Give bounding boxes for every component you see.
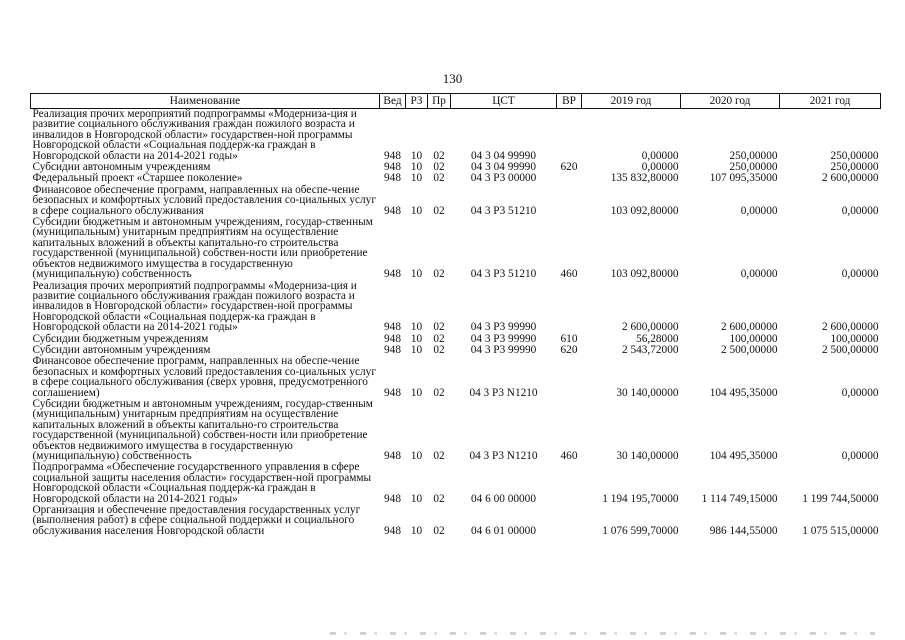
row-rz: 10 [410, 321, 423, 334]
row-vr: 620 [560, 343, 578, 356]
row-pr: 02 [433, 172, 445, 185]
row-cst: 04 3 P3 99990 [470, 343, 537, 356]
scan-artifact [330, 632, 875, 635]
row-cst: 04 3 04 99990 [471, 149, 536, 162]
row-rz: 10 [410, 386, 423, 399]
header-ved: Вед [380, 94, 406, 109]
row-cst: 04 3 P3 99990 [470, 321, 537, 334]
row-2021: 2 500,00000 [822, 343, 879, 356]
row-name: Субсидии автономным учреждениям [32, 161, 211, 174]
row-2021: 2 600,00000 [822, 321, 879, 334]
row-pr: 02 [433, 386, 445, 399]
row-vr [557, 281, 582, 334]
row-2019: 30 140,00000 [616, 450, 679, 462]
row-rz: 10 [410, 492, 423, 505]
table-row [31, 356, 881, 399]
row-cst: 04 3 P3 00000 [470, 172, 537, 185]
row-2019: 30 140,00000 [616, 386, 679, 399]
row-2020: 2 500,00000 [721, 343, 778, 356]
budget-table [30, 93, 881, 537]
row-pr: 02 [433, 450, 445, 462]
row-pr: 02 [433, 149, 445, 162]
row-cst: 04 3 P3 N1210 [469, 450, 538, 462]
row-cst: 04 6 00 00000 [471, 492, 536, 505]
row-2019: 2 543,72000 [622, 343, 679, 356]
row-vr: 460 [560, 268, 578, 281]
row-2019: 103 092,80000 [610, 268, 679, 281]
row-rz: 10 [410, 450, 423, 462]
row-2021: 1 075 515,00000 [802, 524, 879, 537]
header-2019: 2019 год [582, 94, 681, 109]
row-2020: 100,00000 [729, 332, 778, 345]
row-2020: 104 495,35000 [709, 386, 778, 399]
row-pr: 02 [433, 268, 445, 281]
row-pr: 02 [433, 204, 445, 217]
row-ved: 948 [384, 161, 401, 174]
row-cst: 04 3 P3 N1210 [469, 386, 538, 399]
row-2019: 135 832,80000 [610, 172, 679, 185]
row-2021: 0,00000 [841, 268, 879, 281]
row-name: Субсидии бюджетным и автономным учреждениям, государ-ственным (муниципальным) унитарным предприятиям на осуществление капитальных вложений в объекты капитально-го строительства государственной (муниципальной) собствен-ности или приобретение объектов недвижимого имущества в государственную (муниципальную) собственность [32, 216, 373, 281]
row-rz: 10 [410, 524, 423, 537]
row-cst: 04 3 P3 99990 [470, 332, 537, 345]
row-name: Подпрограмма «Обеспечение государственного управления в сфере социальной защиты населения области» государствен-ной программы Новгородской области «Социальная поддерж-ка граждан в Новгородской области на 2014-2021 годы» [32, 461, 372, 505]
row-ved: 948 [384, 450, 401, 462]
row-rz: 10 [410, 149, 423, 162]
header-pr: Пр [428, 94, 451, 109]
row-pr: 02 [433, 321, 445, 334]
table-row [31, 399, 881, 462]
header-name: Наименование [31, 94, 380, 109]
row-vr [557, 462, 582, 505]
row-2019: 0,00000 [641, 161, 679, 174]
header-2021: 2021 год [780, 94, 881, 109]
row-name: Субсидии бюджетным и автономным учреждениям, государ-ственным (муниципальным) унитарным предприятиям на осуществление капитальных вложений в объекты капитально-го строительства государственной (муниципальной) собствен-ности или приобретение объектов недвижимого имущества в государственную (муниципальную) собственность [32, 397, 373, 462]
row-2019: 1 194 195,70000 [602, 492, 679, 505]
row-vr [557, 185, 582, 217]
row-ved: 948 [384, 386, 401, 399]
row-2021: 100,00000 [830, 332, 879, 345]
row-2020: 0,00000 [740, 204, 778, 217]
row-2020: 0,00000 [740, 268, 778, 281]
row-name: Реализация прочих мероприятий подпрограммы «Модерниза-ция и развитие социального обслуживания граждан пожилого возраста и инвалидов в Новгородской области» государствен-ной программы Новгородской области «Социальная поддерж-ка граждан в Новгородской области на 2014-2021 годы» [32, 108, 357, 162]
table-row [31, 462, 881, 505]
row-name: Финансовое обеспечение программ, направленных на обеспе-чение безопасных и комфортных условий предоставления со-циальных услуг в сфере социального обслуживания [32, 183, 376, 217]
row-name: Организация и обеспечение предоставления государственных услуг (выполнения работ) в сфере социальной поддержки и социального обслуживания населения Новгородской области [32, 504, 361, 537]
row-vr [557, 505, 582, 537]
row-pr: 02 [433, 524, 445, 537]
table-row [31, 505, 881, 537]
row-2021: 250,00000 [830, 149, 879, 162]
table-row [31, 281, 881, 334]
row-2021: 0,00000 [841, 450, 879, 462]
row-2020: 104 495,35000 [709, 450, 778, 462]
row-name: Федеральный проект «Старшее поколение» [32, 172, 243, 185]
row-2019: 56,28000 [636, 332, 679, 345]
row-vr: 610 [560, 332, 578, 345]
row-vr: 460 [560, 450, 578, 462]
table-row [31, 109, 881, 163]
row-2021: 0,00000 [841, 386, 879, 399]
header-cst: ЦСТ [451, 94, 557, 109]
row-2019: 1 076 599,70000 [602, 524, 679, 537]
row-rz: 10 [410, 268, 423, 281]
row-2020: 250,00000 [729, 149, 778, 162]
row-vr [557, 356, 582, 399]
row-name: Реализация прочих мероприятий подпрограммы «Модерниза-ция и развитие социального обслуживания граждан пожилого возраста и инвалидов в Новгородской области» государствен-ной программы Новгородской области «Социальная поддерж-ка граждан в Новгородской области на 2014-2021 годы» [32, 279, 357, 334]
header-2020: 2020 год [681, 94, 780, 109]
row-2021: 2 600,00000 [822, 172, 879, 185]
table-header-row [31, 94, 881, 109]
row-ved: 948 [384, 268, 401, 281]
row-ved: 948 [384, 172, 401, 185]
header-vr: ВР [557, 94, 582, 109]
row-rz: 10 [410, 332, 423, 345]
row-ved: 948 [384, 492, 401, 505]
row-ved: 948 [384, 332, 401, 345]
row-rz: 10 [410, 204, 423, 217]
row-cst: 04 3 04 99990 [471, 161, 536, 174]
row-2020: 250,00000 [729, 161, 778, 174]
row-ved: 948 [384, 524, 401, 537]
row-ved: 948 [384, 343, 401, 356]
row-2020: 1 114 749,15000 [701, 492, 778, 505]
row-ved: 948 [384, 321, 401, 334]
row-cst: 04 6 01 00000 [471, 524, 536, 537]
table-row [31, 185, 881, 217]
row-name: Финансовое обеспечение программ, направленных на обеспе-чение безопасных и комфортных условий предоставления со-циальных услуг в сфере социального обслуживания (сверх уровня, предусмотренного соглашением) [32, 355, 376, 399]
row-cst: 04 3 P3 51210 [470, 204, 537, 217]
row-vr: 620 [560, 161, 578, 174]
row-ved: 948 [384, 204, 401, 217]
row-rz: 10 [410, 172, 423, 185]
page-number: 130 [442, 71, 463, 86]
row-2020: 2 600,00000 [721, 321, 778, 334]
table-row [31, 217, 881, 280]
row-cst: 04 3 P3 51210 [470, 268, 537, 281]
row-pr: 02 [433, 332, 445, 345]
row-rz: 10 [410, 343, 423, 356]
row-pr: 02 [433, 343, 445, 356]
header-rz: РЗ [406, 94, 428, 109]
row-pr: 02 [433, 161, 445, 174]
row-rz: 10 [410, 161, 423, 174]
row-ved: 948 [384, 149, 401, 162]
row-2020: 986 144,55000 [709, 524, 778, 537]
row-2021: 0,00000 [841, 204, 879, 217]
row-name: Субсидии автономным учреждениям [32, 343, 211, 356]
row-2019: 0,00000 [641, 149, 679, 162]
row-2019: 103 092,80000 [610, 204, 679, 217]
row-name: Субсидии бюджетным учреждениям [32, 332, 209, 345]
row-2019: 2 600,00000 [622, 321, 679, 334]
row-vr [557, 109, 582, 163]
row-2021: 250,00000 [830, 161, 879, 174]
row-2021: 1 199 744,50000 [802, 492, 879, 505]
row-pr: 02 [433, 492, 445, 505]
row-2020: 107 095,35000 [709, 172, 778, 185]
row-vr [557, 173, 582, 184]
